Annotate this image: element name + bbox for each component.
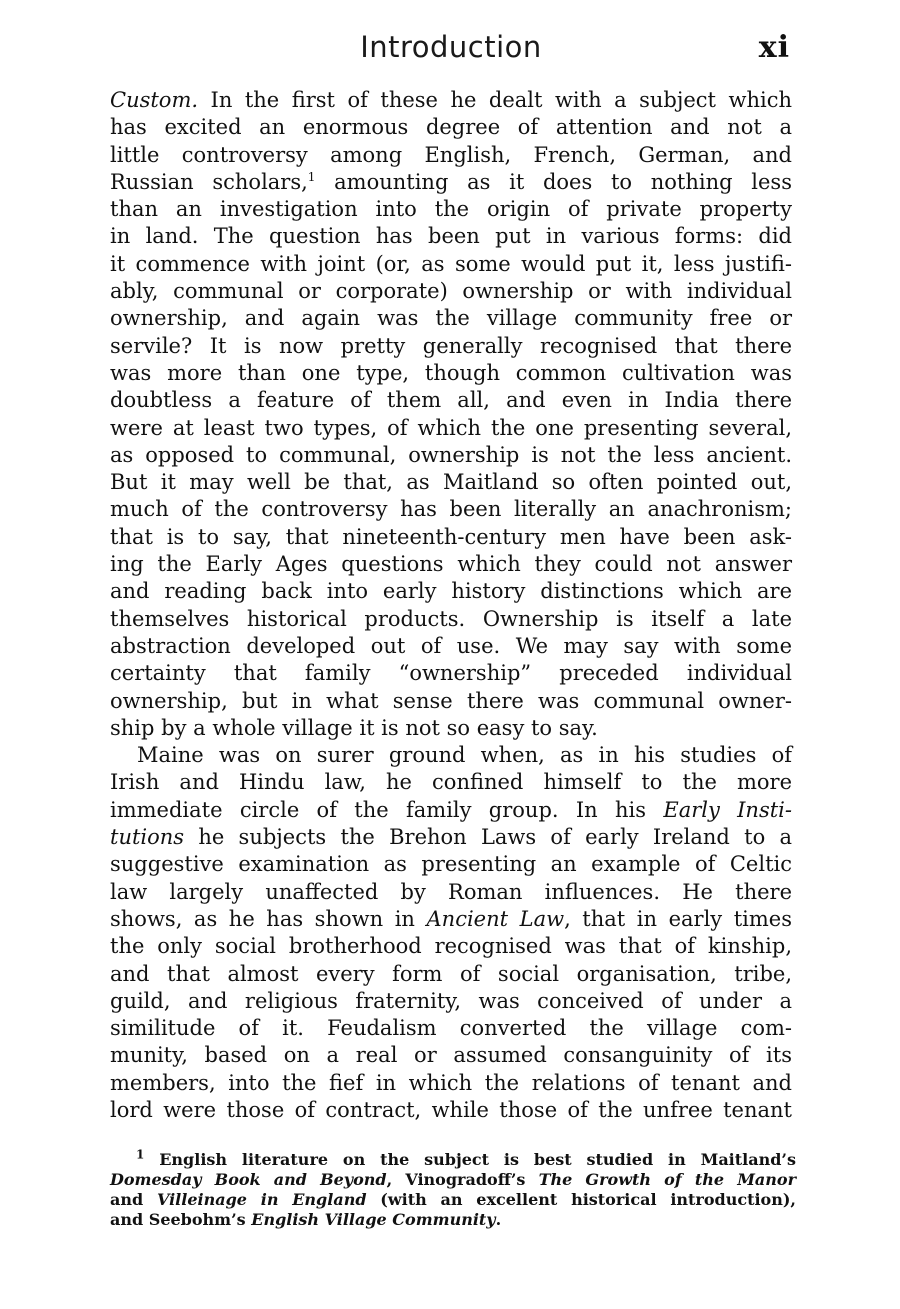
text-line: [110, 906, 792, 933]
text-run: doubtless a feature of them all, and even in India there: [110, 388, 792, 413]
text-run: than an investigation into the origin of private property: [110, 197, 792, 222]
italic-text: Villeinage in England: [156, 1190, 367, 1209]
footnote-line: [110, 1210, 796, 1230]
text-run: certainty that family “ownership” preceded individual: [110, 661, 792, 686]
text-line: [110, 87, 792, 114]
text-run: lord were those of contract, while those of the unfree tenant: [110, 1097, 792, 1122]
text-run: little controversy among English, French, German, and: [110, 142, 792, 167]
text-line: [110, 688, 792, 715]
text-run: (with an excellent historical introduction),: [366, 1190, 797, 1209]
text-run: it commence with joint (or, as some would put it, less justifi-: [110, 251, 792, 276]
text-run: was more than one type, though common cultivation was: [110, 360, 792, 385]
text-run: amounting as it does to nothing less: [315, 169, 792, 194]
text-run: shows, as he has shown in: [110, 906, 427, 931]
text-line: [110, 1015, 792, 1042]
text-run: he subjects the Brehon Laws of early Ireland to a: [184, 825, 792, 850]
page-number: xi: [758, 30, 790, 65]
text-line: [110, 142, 792, 169]
text-line: [110, 797, 792, 824]
text-run: Russian scholars,: [110, 169, 308, 194]
text-line: [110, 469, 792, 496]
text-line: [110, 1097, 792, 1124]
text-run: suggestive examination as presenting an example of Celtic: [110, 852, 792, 877]
text-line: [110, 524, 792, 551]
footnote-marker: 1: [307, 169, 316, 184]
italic-text: Domesday Book and Beyond: [110, 1170, 387, 1189]
text-run: In the first of these he dealt with a subject which: [198, 88, 792, 112]
body-text: [110, 87, 792, 1124]
text-run: and that almost every form of social organisation, tribe,: [110, 961, 792, 986]
text-run: , Vinogradoff’s: [386, 1170, 539, 1189]
text-run: and Seebohm’s: [110, 1210, 252, 1229]
text-run: has excited an enormous degree of attention and not a: [110, 115, 792, 140]
italic-text: Ancient Law: [426, 906, 565, 931]
text-run: immediate circle of the family group. In his: [110, 797, 664, 822]
text-line: [110, 305, 792, 332]
text-line: [110, 251, 792, 278]
text-line: [110, 1070, 792, 1097]
text-run: similitude of it. Feudalism converted the village com-: [110, 1016, 792, 1041]
text-run: ownership, and again was the village community free or: [110, 306, 792, 331]
text-line: [110, 278, 792, 305]
text-line: [110, 1042, 792, 1069]
italic-text: tutions: [110, 825, 185, 850]
text-line: [110, 933, 792, 960]
footnote-marker: 1: [136, 1147, 145, 1162]
text-line: [110, 169, 792, 196]
text-line: [110, 961, 792, 988]
text-run: ing the Early Ages questions which they could not answer: [110, 552, 792, 577]
text-line: [110, 851, 792, 878]
text-line: [110, 360, 792, 387]
text-line: [110, 223, 792, 250]
text-run: ship by a whole village it is not so easy to say.: [110, 715, 598, 740]
text-line: [110, 442, 792, 469]
text-run: and reading back into early history distinctions which are: [110, 579, 792, 604]
text-line: [110, 387, 792, 414]
text-run: guild, and religious fraternity, was conceived of under a: [110, 988, 792, 1013]
text-line: [110, 879, 792, 906]
footnote-line: [110, 1190, 796, 1210]
text-run: in land. The question has been put in various forms: did: [110, 224, 792, 249]
text-run: abstraction developed out of use. We may say with some: [110, 633, 792, 658]
text-line: [110, 496, 792, 523]
text-line: [110, 551, 792, 578]
text-line: [110, 333, 792, 360]
text-run: were at least two types, of which the one presenting several,: [110, 415, 792, 440]
text-run: But it may well be that, as Maitland so often pointed out,: [110, 470, 792, 495]
text-line: [110, 824, 792, 851]
text-run: law largely unaffected by Roman influences. He there: [110, 879, 792, 904]
text-line: [110, 196, 792, 223]
text-line: [110, 415, 792, 442]
text-line: [110, 715, 792, 742]
italic-text: English Village Community: [251, 1210, 496, 1229]
text-run: English literature on the subject is best studied in Maitland’s: [144, 1150, 796, 1169]
text-run: as opposed to communal, ownership is not the less ancient.: [110, 442, 792, 467]
text-run: .: [495, 1210, 502, 1229]
text-run: members, into the fief in which the relations of tenant and: [110, 1070, 792, 1095]
text-run: that is to say, that nineteenth-century men have been ask-: [110, 524, 792, 549]
italic-text: The Growth of the Manor: [538, 1170, 797, 1189]
text-run: and: [110, 1190, 157, 1209]
text-line: [110, 660, 792, 687]
footnote: [110, 1147, 797, 1230]
text-run: the only social brotherhood recognised was that of kinship,: [110, 934, 792, 959]
text-run: munity, based on a real or assumed consanguinity of its: [110, 1043, 792, 1068]
running-title: Introduction: [360, 30, 542, 64]
text-line: [110, 578, 792, 605]
italic-text: Custom.: [110, 88, 199, 112]
italic-text: Early Insti-: [663, 797, 792, 822]
text-run: ably, communal or corporate) ownership or with individual: [110, 279, 792, 304]
text-run: ownership, but in what sense there was communal owner-: [110, 688, 792, 713]
text-line: [110, 606, 792, 633]
text-run: , that in early times: [564, 906, 792, 931]
text-run: servile? It is now pretty generally recognised that there: [110, 333, 792, 358]
text-run: Maine was on surer ground when, as in his studies of: [137, 743, 792, 768]
text-line: [110, 114, 792, 141]
text-run: Irish and Hindu law, he confined himself to the more: [110, 770, 792, 795]
text-line: [110, 633, 792, 660]
text-line: [110, 742, 792, 769]
page-header: [110, 30, 792, 74]
text-line: [110, 769, 792, 796]
text-line: [110, 988, 792, 1015]
text-run: themselves historical products. Ownership is itself a late: [110, 606, 792, 631]
text-run: much of the controversy has been literally an anachronism;: [110, 497, 792, 522]
footnote-line: [110, 1147, 796, 1170]
footnote-line: [110, 1170, 796, 1190]
